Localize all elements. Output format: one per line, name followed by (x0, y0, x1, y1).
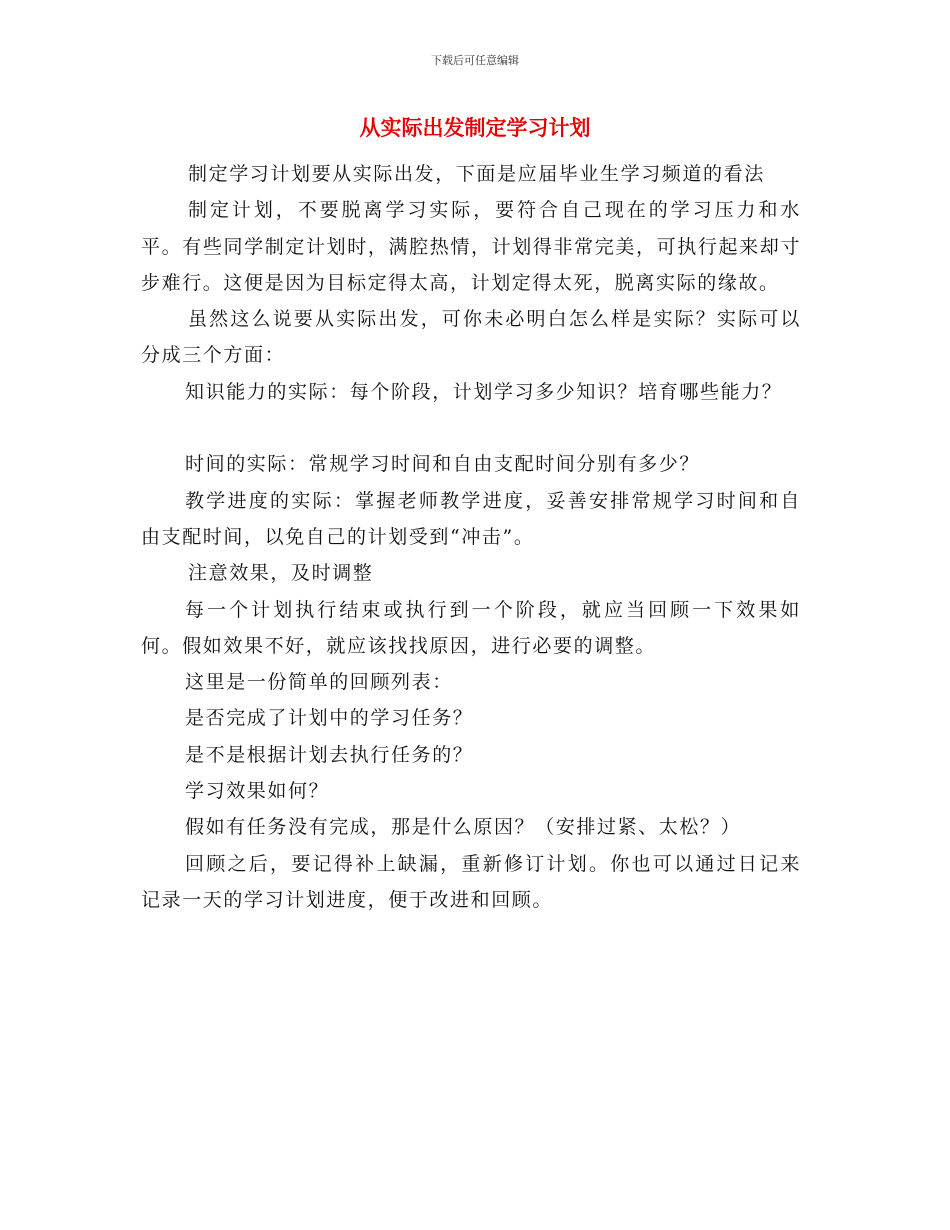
paragraph-review-list-intro: 这里是一份简单的回顾列表： (185, 671, 453, 694)
document-title: 从实际出发制定学习计划 (359, 116, 591, 140)
paragraph-three-aspects: 虽然这么说要从实际出发，可你未必明白怎么样是实际？实际可以分成三个方面： (141, 308, 801, 367)
paragraph-plan-reality: 制定计划，不要脱离学习实际，要符合自己现在的学习压力和水平。有些同学制定计划时，满腔热情，计划得非常完美，可执行起来却寸步难行。这便是因为目标定得太高，计划定得太死，脱离实际的缘故。 (141, 199, 801, 294)
header-note: 下载后可任意编辑 (431, 54, 519, 67)
list-item-followed-plan: 是不是根据计划去执行任务的？ (185, 743, 474, 766)
paragraph-after-review: 回顾之后，要记得补上缺漏，重新修订计划。你也可以通过日记来记录一天的学习计划进度，便于改进和回顾。 (141, 852, 801, 911)
paragraph-teaching-progress: 教学进度的实际：掌握老师教学进度，妥善安排常规学习时间和自由支配时间，以免自己的计划受到“冲击”。 (141, 489, 801, 548)
paragraph-time: 时间的实际：常规学习时间和自由支配时间分别有多少？ (185, 453, 701, 476)
paragraph-review-each-stage: 每一个计划执行结束或执行到一个阶段，就应当回顾一下效果如何。假如效果不好，就应该找找原因，进行必要的调整。 (141, 598, 801, 657)
list-item-learning-effect: 学习效果如何？ (185, 780, 330, 803)
document-body (141, 156, 801, 918)
blank-line (141, 410, 801, 446)
list-item-unfinished-reason: 假如有任务没有完成，那是什么原因？（安排过紧、太松？） (185, 816, 742, 839)
paragraph-section-heading: 注意效果，及时调整 (188, 562, 374, 585)
list-item-completed-tasks: 是否完成了计划中的学习任务？ (185, 707, 474, 730)
paragraph-knowledge-ability: 知识能力的实际：每个阶段，计划学习多少知识？培育哪些能力？ (185, 380, 783, 403)
paragraph-intro: 制定学习计划要从实际出发，下面是应届毕业生学习频道的看法 (188, 163, 765, 185)
